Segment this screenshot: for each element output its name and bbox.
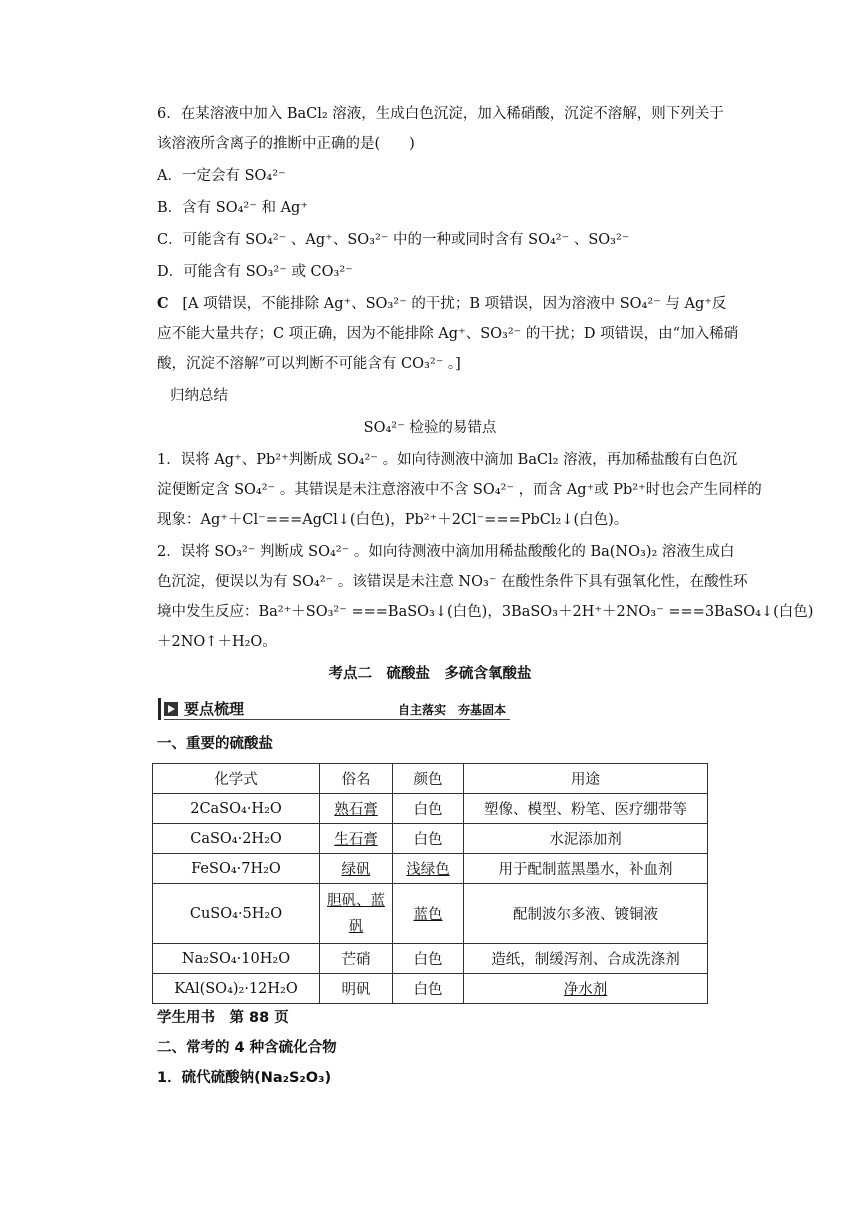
- summary-p1-line1: 1．误将 Ag⁺、Pb²⁺判断成 SO₄²⁻ 。如向待测液中滴加 BaCl₂ 溶液，再加稀盐酸有白色沉: [157, 452, 738, 468]
- q6-stem-line1: 6．在某溶液中加入 BaCl₂ 溶液，生成白色沉淀，加入稀硝酸，沉淀不溶解，则下列关于: [157, 106, 724, 122]
- part2-heading: 二、常考的 4 种含硫化合物: [157, 1040, 337, 1056]
- table-row: [153, 944, 708, 974]
- header-formula: 化学式: [153, 764, 320, 794]
- cell-formula: 2CaSO₄·H₂O: [153, 794, 320, 824]
- table-row: [153, 854, 708, 884]
- cell-common-name: 熟石膏: [320, 794, 393, 824]
- table-row: [153, 794, 708, 824]
- cell-formula: FeSO₄·7H₂O: [153, 854, 320, 884]
- cell-use: 净水剂: [464, 974, 708, 1004]
- option-c: C．可能含有 SO₄²⁻ 、Ag⁺、SO₃²⁻ 中的一种或同时含有 SO₄²⁻ 、SO₃²⁻: [157, 232, 630, 248]
- page-reference: 学生用书 第 88 页: [157, 1010, 289, 1026]
- table-header-row: [153, 764, 708, 794]
- cell-use: 水泥添加剂: [464, 824, 708, 854]
- summary-p1-line3: 现象：Ag⁺＋Cl⁻===AgCl↓(白色)，Pb²⁺＋2Cl⁻===PbCl₂↓(白色)。: [157, 512, 629, 528]
- summary-p2-line1: 2．误将 SO₃²⁻ 判断成 SO₄²⁻ 。如向待测液中滴加用稀盐酸酸化的 Ba(NO₃)₂ 溶液生成白: [157, 544, 735, 560]
- item1-heading: 1．硫代硫酸钠(Na₂S₂O₃): [157, 1070, 332, 1086]
- summary-heading: 归纳总结: [170, 388, 228, 404]
- summary-p2-line2: 色沉淀，便误以为有 SO₄²⁻ 。该错误是未注意 NO₃⁻ 在酸性条件下具有强氧化性，在酸性环: [157, 574, 748, 590]
- header-color: 颜色: [393, 764, 464, 794]
- answer-line3: 酸，沉淀不溶解”可以判断不可能含有 CO₃²⁻ 。]: [157, 356, 461, 372]
- cell-formula: CaSO₄·2H₂O: [153, 824, 320, 854]
- answer-letter: C: [157, 295, 169, 312]
- cell-color: 浅绿色: [393, 854, 464, 884]
- cell-formula: KAl(SO₄)₂·12H₂O: [153, 974, 320, 1004]
- cell-common-name: 芒硝: [320, 944, 393, 974]
- option-a: A．一定会有 SO₄²⁻: [157, 168, 286, 184]
- cell-common-name: 生石膏: [320, 824, 393, 854]
- key-points-banner: [158, 698, 510, 720]
- cell-common-name: 明矾: [320, 974, 393, 1004]
- cell-color: 白色: [393, 794, 464, 824]
- cell-common-name: 绿矾: [320, 854, 393, 884]
- banner-title: 要点梳理: [184, 700, 245, 718]
- q6-stem-line2: 该溶液所含离子的推断中正确的是( ): [157, 136, 415, 152]
- answer-line2: 应不能大量共存；C 项正确，因为不能排除 Ag⁺、SO₃²⁻ 的干扰；D 项错误，由“加入稀硝: [157, 326, 739, 342]
- cell-use: 用于配制蓝黑墨水，补血剂: [464, 854, 708, 884]
- cell-color: 白色: [393, 944, 464, 974]
- banner-subtitle: 自主落实 夯基固本: [397, 703, 506, 717]
- answer-text: [A 项错误，不能排除 Ag⁺、SO₃²⁻ 的干扰；B 项错误，因为溶液中 SO₄²⁻ 与 Ag⁺反: [182, 296, 727, 312]
- table-row: [153, 824, 708, 854]
- summary-p2-line3: 境中发生反应：Ba²⁺＋SO₃²⁻ ===BaSO₃↓(白色)，3BaSO₃＋2H⁺＋2NO₃⁻ ===3BaSO₄↓(白色): [157, 604, 814, 620]
- summary-p1-line2: 淀便断定含 SO₄²⁻ 。其错误是未注意溶液中不含 SO₄²⁻ ，而含 Ag⁺或 Pb²⁺时也会产生同样的: [157, 482, 762, 498]
- table-row: [153, 974, 708, 1004]
- cell-color: 白色: [393, 974, 464, 1004]
- cell-common-name: 胆矾、蓝矾: [320, 884, 393, 944]
- summary-p2-line4: ＋2NO↑＋H₂O。: [157, 634, 277, 650]
- cell-formula: Na₂SO₄·10H₂O: [153, 944, 320, 974]
- header-common-name: 俗名: [320, 764, 393, 794]
- part1-heading: 一、重要的硫酸盐: [157, 736, 273, 752]
- cell-use: 塑像、模型、粉笔、医疗绷带等: [464, 794, 708, 824]
- table-row: [153, 884, 708, 944]
- cell-use: 配制波尔多液、镀铜液: [464, 884, 708, 944]
- cell-formula: CuSO₄·5H₂O: [153, 884, 320, 944]
- sulfate-table: [152, 763, 708, 1004]
- answer-line1: [157, 294, 726, 314]
- cell-color: 蓝色: [393, 884, 464, 944]
- header-use: 用途: [464, 764, 708, 794]
- option-b: B．含有 SO₄²⁻ 和 Ag⁺: [157, 200, 308, 216]
- cell-color: 白色: [393, 824, 464, 854]
- cell-use: 造纸，制缓泻剂、合成洗涤剂: [464, 944, 708, 974]
- section-title: 考点二 硫酸盐 多硫含氧酸盐: [328, 666, 532, 682]
- summary-title: SO₄²⁻ 检验的易错点: [363, 420, 497, 436]
- option-d: D．可能含有 SO₃²⁻ 或 CO₃²⁻: [157, 264, 353, 280]
- play-icon: [164, 702, 178, 716]
